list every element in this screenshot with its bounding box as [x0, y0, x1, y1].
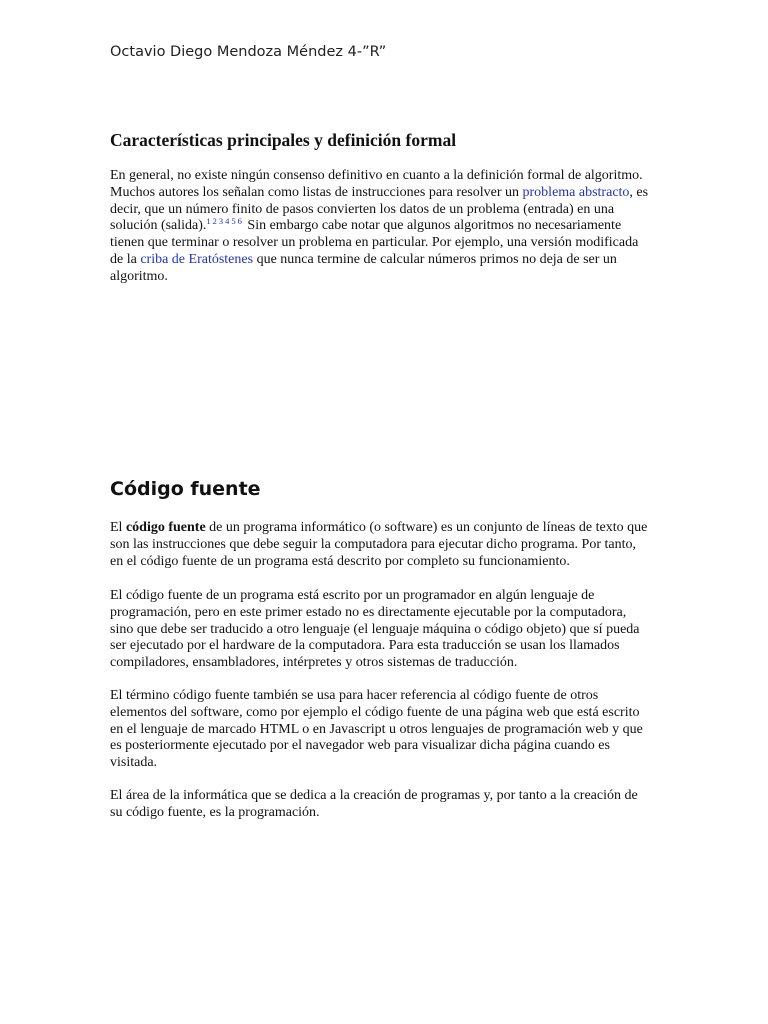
- section-heading-caracteristicas: Características principales y definición formal: [110, 130, 457, 150]
- text-line: El código fuente de un programa está escrito por un programador en algún lenguaje de: [110, 588, 595, 603]
- citation-ref-6[interactable]: 6: [237, 216, 242, 227]
- text-line: En general, no existe ningún consenso definitivo en cuanto a la definición formal de algoritmo.: [110, 168, 643, 183]
- text-line: sino que debe ser traducido a otro lenguaje (el lenguaje máquina o código objeto) que sí pueda: [110, 621, 640, 637]
- text-line: solución (salida).$^{1 2 3 4 5 6}$ Sin embargo cabe notar que algunos algoritmos no necesariamente: [110, 216, 622, 234]
- text-line: tienen que terminar o resolver un problema en particular. Por ejemplo, una versión modificada: [110, 235, 639, 251]
- link-problema-abstracto[interactable]: problema abstracto: [522, 184, 630, 200]
- text-line: elementos del software, como por ejemplo el código fuente de una página web que está escrito: [110, 704, 640, 720]
- text-line: decir, que un número finito de pasos convierten los datos de un problema (entrada) en una: [110, 201, 615, 217]
- text-line: algoritmo.: [110, 268, 168, 284]
- paragraph-programacion: [110, 788, 670, 822]
- paragraph-programador: [110, 588, 670, 672]
- citation-refs: [206, 216, 244, 226]
- paragraph-termino-codigo-fuente: [110, 688, 670, 772]
- text-line: visitada.: [110, 755, 158, 771]
- text-line: es posteriormente ejecutado por el navegador web para visualizar dicha página cuando es: [110, 738, 610, 754]
- citation-ref-3[interactable]: 3: [218, 216, 224, 227]
- text-line: su código fuente, es la programación.: [110, 804, 320, 820]
- text-line: son las instrucciones que debe seguir la computadora para ejecutar dicho programa. Por tanto,: [110, 536, 636, 552]
- text-line: Muchos autores los señalan como listas de instrucciones para resolver un problema abstracto, es: [110, 184, 649, 200]
- text-line: El término código fuente también se usa para hacer referencia al código fuente de otros: [110, 688, 599, 703]
- text-line: compiladores, ensambladores, intérpretes y otros sistemas de traducción.: [110, 655, 518, 671]
- author-line: Octavio Diego Mendoza Méndez 4-”R”: [110, 44, 387, 60]
- text-line: de la criba de Eratóstenes que nunca termine de calcular números primos no deja de ser un: [110, 251, 617, 267]
- bold-term: código fuente: [125, 520, 206, 535]
- citation-ref-4[interactable]: 4: [225, 216, 230, 227]
- link-criba-eratostenes[interactable]: criba de Eratóstenes: [140, 251, 254, 267]
- citation-ref-5[interactable]: 5: [231, 216, 236, 227]
- citation-ref-2[interactable]: 2: [212, 216, 217, 227]
- paragraph-codigo-fuente-definicion: [110, 520, 670, 570]
- text-line: en el lenguaje de marcado HTML o en Javascript u otros lenguajes de programación web y que: [110, 721, 643, 737]
- text-line: ser ejecutado por el hardware de la computadora. Para esta traducción se usan los llamados: [110, 638, 620, 654]
- text-line: El área de la informática que se dedica a la creación de programas y, por tanto a la creación de: [110, 788, 638, 803]
- section-heading-codigo-fuente: Código fuente: [110, 478, 261, 500]
- text-line: en el código fuente de un programa está descrito por completo su funcionamiento.: [110, 553, 570, 569]
- text-line: El código fuente de un programa informático (o software) es un conjunto de líneas de texto que: [110, 520, 648, 535]
- text-line: programación, pero en este primer estado no es directamente ejecutable por la computadora,: [110, 604, 627, 620]
- citation-ref-1[interactable]: 1: [206, 216, 211, 227]
- paragraph-algoritmo-definicion: [110, 168, 670, 286]
